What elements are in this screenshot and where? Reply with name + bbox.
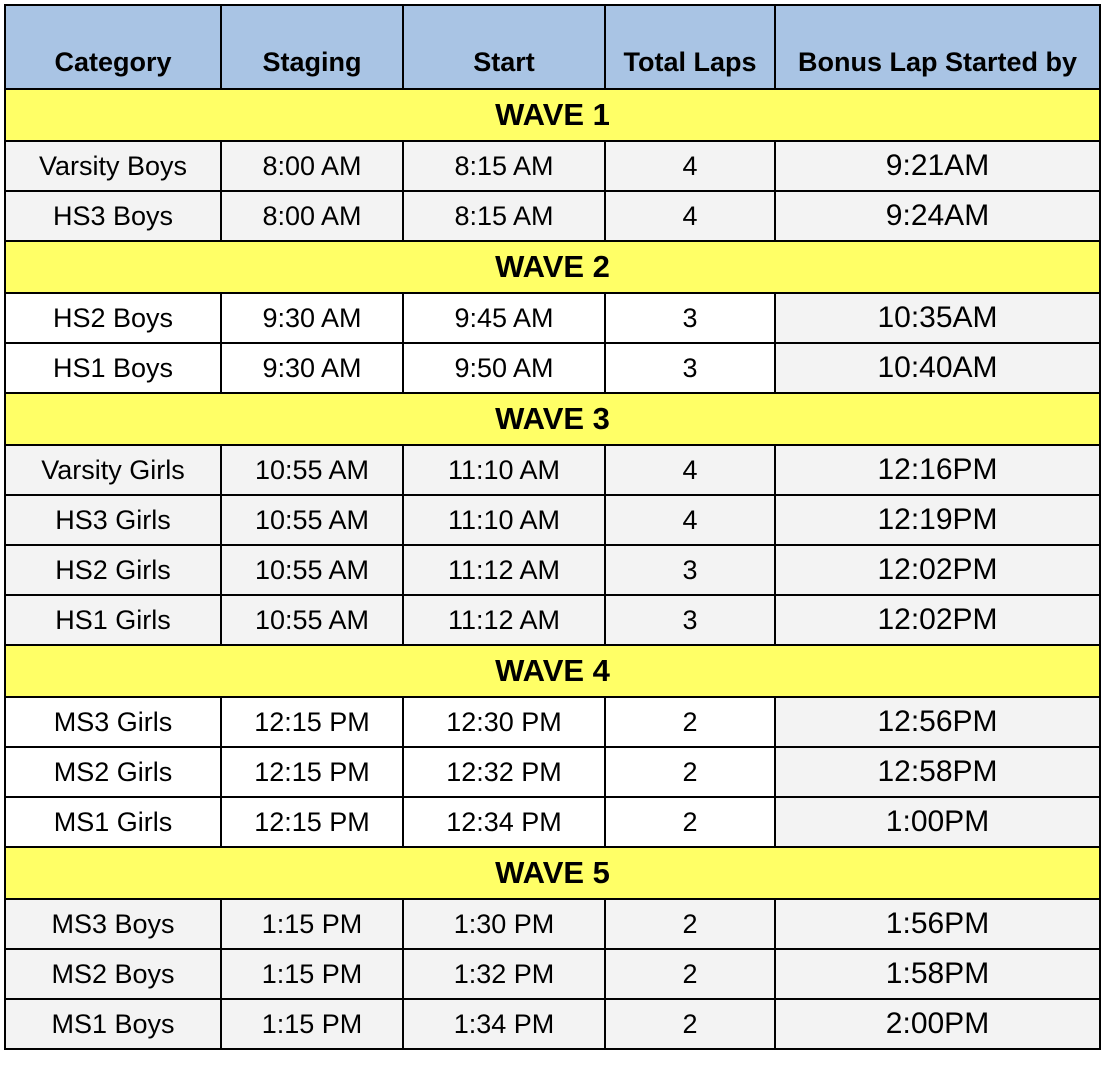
cell-category: HS2 Girls xyxy=(5,545,221,595)
table-row xyxy=(5,899,1100,949)
wave-label: WAVE 2 xyxy=(5,241,1100,293)
table-row xyxy=(5,191,1100,241)
schedule-sheet xyxy=(4,4,1101,1050)
cell-start: 9:45 AM xyxy=(403,293,605,343)
cell-category: HS3 Girls xyxy=(5,495,221,545)
cell-category: HS2 Boys xyxy=(5,293,221,343)
cell-bonus-lap: 1:58PM xyxy=(775,949,1100,999)
table-row xyxy=(5,797,1100,847)
cell-category: MS3 Girls xyxy=(5,697,221,747)
column-header-bonus-lap: Bonus Lap Started by xyxy=(775,5,1100,89)
cell-total-laps: 3 xyxy=(605,595,775,645)
cell-staging: 8:00 AM xyxy=(221,141,403,191)
cell-staging: 8:00 AM xyxy=(221,191,403,241)
cell-bonus-lap: 2:00PM xyxy=(775,999,1100,1049)
cell-start: 11:10 AM xyxy=(403,495,605,545)
cell-start: 11:12 AM xyxy=(403,545,605,595)
wave-label: WAVE 3 xyxy=(5,393,1100,445)
cell-staging: 10:55 AM xyxy=(221,595,403,645)
cell-total-laps: 2 xyxy=(605,999,775,1049)
cell-total-laps: 2 xyxy=(605,899,775,949)
cell-staging: 10:55 AM xyxy=(221,445,403,495)
cell-category: MS2 Girls xyxy=(5,747,221,797)
column-header-start: Start xyxy=(403,5,605,89)
cell-category: MS1 Boys xyxy=(5,999,221,1049)
cell-start: 12:30 PM xyxy=(403,697,605,747)
table-row xyxy=(5,141,1100,191)
cell-bonus-lap: 10:35AM xyxy=(775,293,1100,343)
table-row xyxy=(5,545,1100,595)
table-row xyxy=(5,293,1100,343)
cell-category: MS3 Boys xyxy=(5,899,221,949)
cell-staging: 1:15 PM xyxy=(221,899,403,949)
table-row xyxy=(5,495,1100,545)
cell-total-laps: 4 xyxy=(605,445,775,495)
cell-start: 1:34 PM xyxy=(403,999,605,1049)
cell-bonus-lap: 10:40AM xyxy=(775,343,1100,393)
table-row xyxy=(5,949,1100,999)
cell-start: 12:32 PM xyxy=(403,747,605,797)
table-row xyxy=(5,697,1100,747)
table-body xyxy=(5,89,1100,1049)
table-row xyxy=(5,343,1100,393)
cell-category: HS1 Boys xyxy=(5,343,221,393)
column-header-staging: Staging xyxy=(221,5,403,89)
cell-start: 11:12 AM xyxy=(403,595,605,645)
cell-total-laps: 4 xyxy=(605,141,775,191)
wave-header-row xyxy=(5,89,1100,141)
cell-category: Varsity Girls xyxy=(5,445,221,495)
table-row xyxy=(5,747,1100,797)
column-header-category: Category xyxy=(5,5,221,89)
cell-start: 1:30 PM xyxy=(403,899,605,949)
wave-header-row xyxy=(5,847,1100,899)
cell-bonus-lap: 1:56PM xyxy=(775,899,1100,949)
cell-category: Varsity Boys xyxy=(5,141,221,191)
cell-start: 12:34 PM xyxy=(403,797,605,847)
cell-bonus-lap: 9:21AM xyxy=(775,141,1100,191)
header-row xyxy=(5,5,1100,89)
cell-total-laps: 2 xyxy=(605,747,775,797)
wave-label: WAVE 1 xyxy=(5,89,1100,141)
cell-staging: 10:55 AM xyxy=(221,495,403,545)
table-row xyxy=(5,445,1100,495)
cell-staging: 1:15 PM xyxy=(221,949,403,999)
cell-start: 1:32 PM xyxy=(403,949,605,999)
cell-start: 11:10 AM xyxy=(403,445,605,495)
cell-staging: 12:15 PM xyxy=(221,747,403,797)
cell-bonus-lap: 12:56PM xyxy=(775,697,1100,747)
cell-total-laps: 2 xyxy=(605,697,775,747)
wave-label: WAVE 4 xyxy=(5,645,1100,697)
cell-bonus-lap: 12:02PM xyxy=(775,545,1100,595)
cell-total-laps: 2 xyxy=(605,949,775,999)
race-schedule-table xyxy=(4,4,1101,1050)
cell-bonus-lap: 1:00PM xyxy=(775,797,1100,847)
table-row xyxy=(5,999,1100,1049)
cell-total-laps: 4 xyxy=(605,191,775,241)
cell-start: 8:15 AM xyxy=(403,191,605,241)
wave-header-row xyxy=(5,393,1100,445)
cell-total-laps: 3 xyxy=(605,343,775,393)
column-header-total-laps: Total Laps xyxy=(605,5,775,89)
cell-start: 9:50 AM xyxy=(403,343,605,393)
cell-total-laps: 4 xyxy=(605,495,775,545)
cell-staging: 9:30 AM xyxy=(221,343,403,393)
table-row xyxy=(5,595,1100,645)
wave-header-row xyxy=(5,645,1100,697)
cell-total-laps: 3 xyxy=(605,545,775,595)
cell-bonus-lap: 9:24AM xyxy=(775,191,1100,241)
cell-category: HS1 Girls xyxy=(5,595,221,645)
cell-start: 8:15 AM xyxy=(403,141,605,191)
cell-category: MS1 Girls xyxy=(5,797,221,847)
cell-staging: 1:15 PM xyxy=(221,999,403,1049)
cell-bonus-lap: 12:02PM xyxy=(775,595,1100,645)
cell-total-laps: 2 xyxy=(605,797,775,847)
cell-category: MS2 Boys xyxy=(5,949,221,999)
wave-label: WAVE 5 xyxy=(5,847,1100,899)
cell-staging: 10:55 AM xyxy=(221,545,403,595)
cell-staging: 12:15 PM xyxy=(221,797,403,847)
cell-bonus-lap: 12:19PM xyxy=(775,495,1100,545)
wave-header-row xyxy=(5,241,1100,293)
cell-staging: 12:15 PM xyxy=(221,697,403,747)
cell-bonus-lap: 12:16PM xyxy=(775,445,1100,495)
cell-category: HS3 Boys xyxy=(5,191,221,241)
cell-total-laps: 3 xyxy=(605,293,775,343)
cell-bonus-lap: 12:58PM xyxy=(775,747,1100,797)
cell-staging: 9:30 AM xyxy=(221,293,403,343)
